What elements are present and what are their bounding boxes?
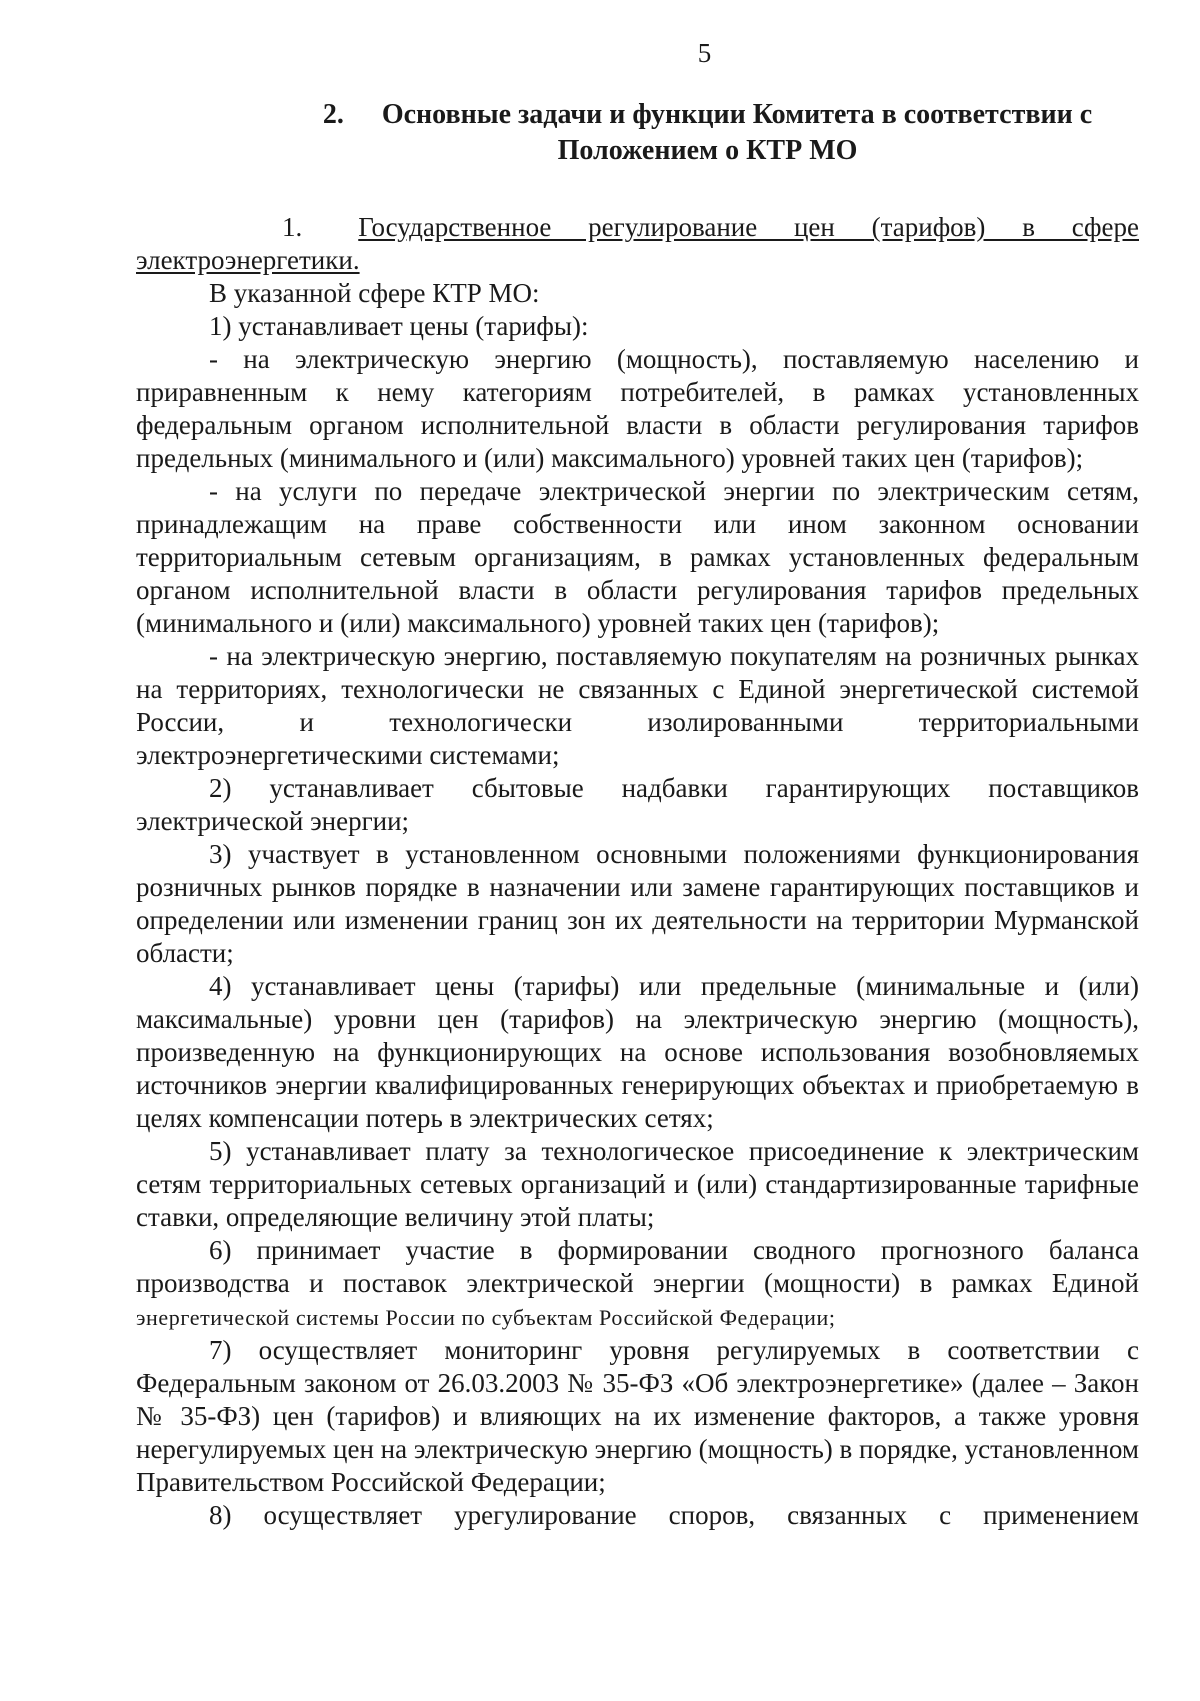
heading-number: 2. xyxy=(322,99,344,130)
paragraph-item-2: 2) устанавливает сбытовые надбавки гарантирующих поставщиков электрической энергии; xyxy=(136,773,1139,836)
subsection-title-text: Государственное регулирование цен (тарифов) в сфере электроэнергетики. xyxy=(136,212,1139,275)
paragraph-item-6-main: 6) принимает участие в формировании сводного прогнозного баланса производства и поставок электрической энергии (мощности) в рамках Единой xyxy=(136,1235,1139,1298)
subsection-number: 1. xyxy=(282,212,303,242)
paragraph-item-5: 5) устанавливает плату за технологическое присоединение к электрическим сетям территориальных сетевых организаций и (или) стандартизированные тарифные ставки, определяющие величину этой платы; xyxy=(136,1136,1139,1232)
paragraph-item-1-a: - на электрическую энергию (мощность), поставляемую населению и приравненным к нему категориям потребителей, в рамках установленных федеральным органом исполнительной власти в области регулирования тарифов предельных (минимального и (или) максимального) уровней таких цен (тарифов); xyxy=(136,344,1139,473)
paragraph-item-8: 8) осуществляет урегулирование споров, связанных с применением xyxy=(209,1500,1139,1530)
heading-text-1: Основные задачи и функции Комитета в соответствии с xyxy=(381,99,1093,130)
section-heading xyxy=(276,97,1139,169)
paragraph-item-6-small: энергетической системы России по субъектам Российской Федерации; xyxy=(136,1305,836,1330)
paragraph-item-3: 3) участвует в установленном основными положениями функционирования розничных рынков порядке в назначении или замене гарантирующих поставщиков и определении или изменении границ зон их деятельности на территории Мурманской области; xyxy=(136,839,1139,968)
paragraph-item-6 xyxy=(136,1234,1139,1334)
paragraph-intro: В указанной сфере КТР МО: xyxy=(209,278,540,308)
page-content xyxy=(136,40,1139,1532)
paragraph-item-1: 1) устанавливает цены (тарифы): xyxy=(209,311,589,341)
paragraph-item-1-c: - на электрическую энергию, поставляемую покупателям на розничных рынках на территориях, технологически не связанных с Единой энергетической системой России, и технологически изолированными территориальными электроэнергетическими системами; xyxy=(136,641,1139,770)
paragraph-item-1-b: - на услуги по передаче электрической энергии по электрическим сетям, принадлежащим на праве собственности или ином законном основании территориальным сетевым организациям, в рамках установленных федеральным органом исполнительной власти в области регулирования тарифов предельных (минимального и (или) максимального) уровней таких цен (тарифов); xyxy=(136,476,1139,638)
paragraph-item-7: 7) осуществляет мониторинг уровня регулируемых в соответствии с Федеральным законом от 26.03.2003 № 35-ФЗ «Об электроэнергетике» (далее – Закон № 35-ФЗ) цен (тарифов) и влияющих на их изменение факторов, а также уровня нерегулируемых цен на электрическую энергию (мощность) в порядке, установленном Правительством Российской Федерации; xyxy=(136,1335,1139,1497)
paragraph-item-4: 4) устанавливает цены (тарифы) или предельные (минимальные и (или) максимальные) уровни цен (тарифов) на электрическую энергию (мощность), произведенную на функционирующих на основе использования возобновляемых источников энергии квалифицированных генерирующих объектах и приобретаемую в целях компенсации потерь в электрических сетях; xyxy=(136,971,1139,1133)
heading-line-1 xyxy=(276,97,1139,133)
heading-line-2: Положением о КТР МО xyxy=(557,135,858,166)
subsection-title xyxy=(136,211,1139,277)
page-number: 5 xyxy=(697,38,712,68)
